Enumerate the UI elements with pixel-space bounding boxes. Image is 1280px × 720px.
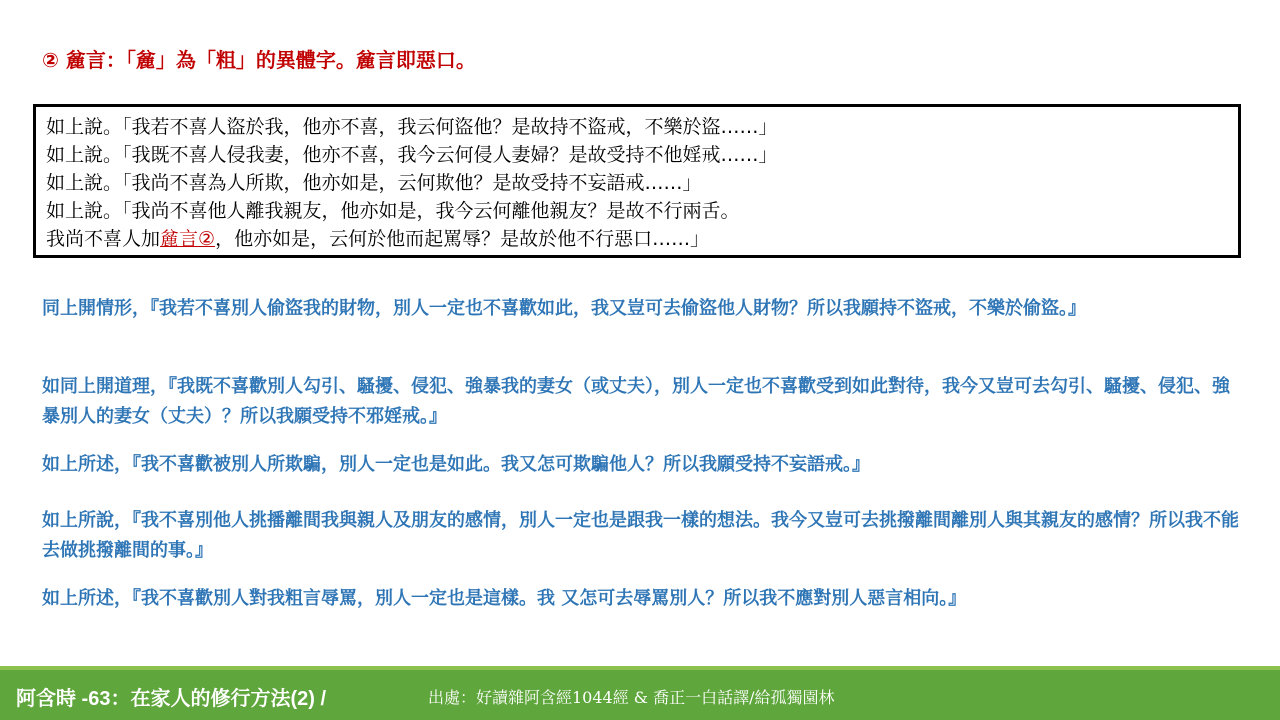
footer-bar — [0, 666, 1280, 720]
footer-title: 阿含時 -63：在家人的修行方法(2) / — [16, 688, 327, 710]
footnote: ② 麄言：「麄」為「粗」的異體字。麄言即惡口。 — [42, 48, 476, 72]
quote-line: 如上說。「我既不喜人侵我妻，他亦不喜，我今云何侵人妻婦？是故受持不他婬戒……」 — [46, 144, 778, 166]
quote-text: 我尚不喜人加 — [46, 228, 161, 250]
quote-line: 如上說。「我若不喜人盜於我，他亦不喜，我云何盜他？是故持不盜戒，不樂於盜……」 — [46, 116, 778, 138]
quote-line-last — [46, 225, 1238, 253]
footnote-link[interactable]: 麄言② — [160, 228, 216, 250]
paragraph-theft: 同上開情形，『我若不喜別人偷盜我的財物，別人一定也不喜歡如此，我又豈可去偷盜他人財物？所以我願持不盜戒，不樂於偷盜。』 — [42, 298, 1086, 319]
paragraph-adultery: 如同上開道理，『我既不喜歡別人勾引、騷擾、侵犯、強暴我的妻女（或丈夫），別人一定也不喜歡受到如此對待，我今又豈可去勾引、騷擾、侵犯、強暴別人的妻女（丈夫）？所以我願受持不邪婬戒。』 — [42, 376, 1230, 427]
paragraph-harsh-speech: 如上所述，『我不喜歡別人對我粗言辱罵，別人一定也是這樣。我 又怎可去辱罵別人？所以我不應對別人惡言相向。』 — [42, 588, 967, 609]
paragraph-divisive-speech: 如上所說，『我不喜別他人挑播離間我與親人及朋友的感情，別人一定也是跟我一樣的想法。我今又豈可去挑撥離間離別人與其親友的感情？所以我不能去做挑撥離間的事。』 — [42, 510, 1239, 561]
paragraph-lying: 如上所述，『我不喜歡被別人所欺騙，別人一定也是如此。我又怎可欺騙他人？所以我願受持不妄語戒。』 — [42, 454, 870, 475]
quote-line: 如上說。「我尚不喜他人離我親友，他亦如是，我今云何離他親友？是故不行兩舌。 — [46, 200, 740, 222]
footer-source: 出處：好讀雜阿含經1044經 & 喬正一白話譯/給孤獨園林 — [428, 688, 835, 707]
sutra-quote-box — [33, 104, 1241, 258]
quote-line: 如上說。「我尚不喜為人所欺，他亦如是，云何欺他？是故受持不妄語戒……」 — [46, 172, 702, 194]
quote-text: ，他亦如是，云何於他而起罵辱？是故於他不行惡口……」 — [215, 228, 710, 250]
